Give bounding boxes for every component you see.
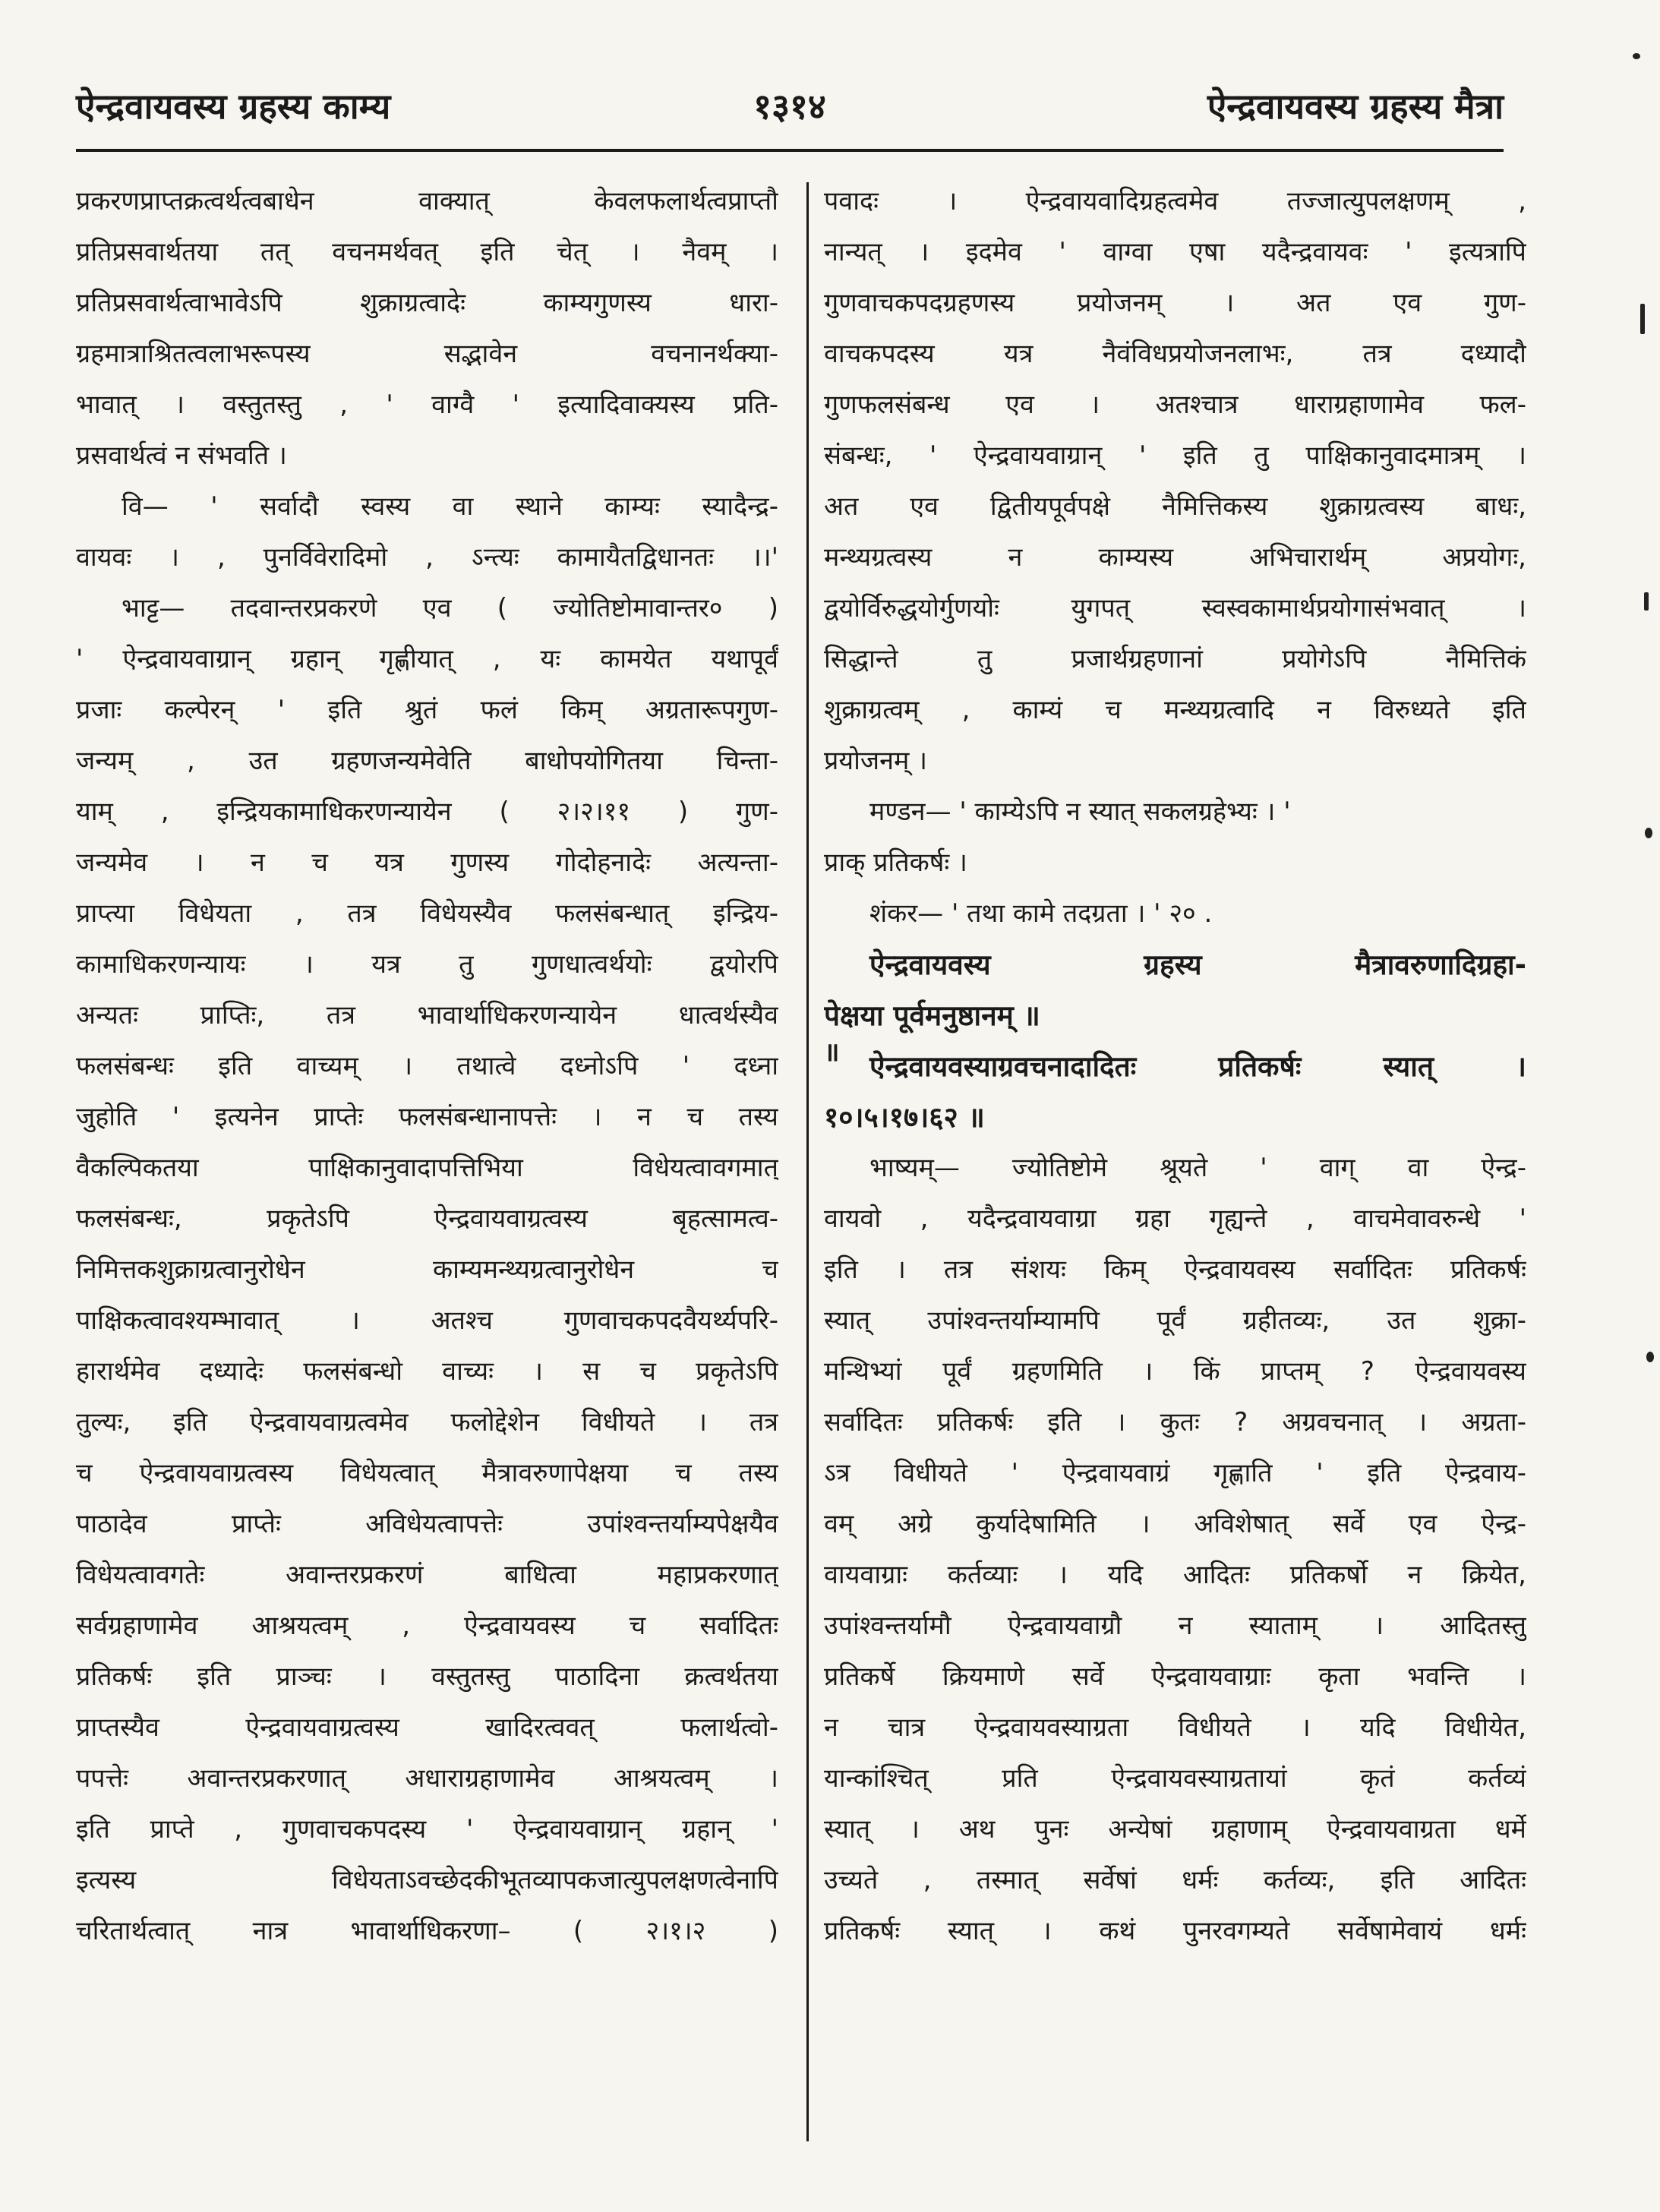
text-line: निमित्तकशुक्राग्रत्वानुरोधेन काम्यमन्थ्यग्रत्वानुरोधेन च xyxy=(76,1254,778,1285)
text-line: भाष्यम्— ज्योतिष्टोमे श्रूयते ' वाग् वा ऐन्द्र- xyxy=(869,1153,1526,1183)
scan-speck xyxy=(1646,1352,1654,1362)
text-line: प्रतिकर्षः इति प्राञ्चः । वस्तुतस्तु पाठादिना क्रत्वर्थतया xyxy=(76,1661,778,1692)
text-line: पाठादेव प्राप्तेः अविधेयत्वापत्तेः उपांश्वन्तर्याम्यपेक्षयैव xyxy=(76,1509,778,1539)
text-line: इति । तत्र संशयः किम् ऐन्द्रवायवस्य सर्वादितः प्रतिकर्षः xyxy=(824,1254,1526,1285)
sutra-number: १०।५।१७।६२ ॥ xyxy=(824,1101,985,1134)
text-line: मन्थिभ्यां पूर्वं ग्रहणमिति । किं प्राप्तम् ? ऐन्द्रवायवस्य xyxy=(824,1356,1526,1387)
text-line: प्रतिप्रसवार्थतया तत् वचनमर्थवत् इति चेत् । नैवम् । xyxy=(76,237,778,267)
right-column xyxy=(824,176,1526,2150)
text-line: भावात् । वस्तुतस्तु , ' वाग्वै ' इत्यादिवाक्यस्य प्रति- xyxy=(76,390,778,420)
text-line: स्यात् । अथ पुनः अन्येषां ग्रहाणाम् ऐन्द्रवायवाग्रता धर्मे xyxy=(824,1814,1526,1844)
text-line: ऽत्र विधीयते ' ऐन्द्रवायवाग्रं गृह्णाति ' इति ऐन्द्रवाय- xyxy=(824,1458,1526,1488)
text-line: वायवाग्राः कर्तव्याः । यदि आदितः प्रतिकर्षो न क्रियेत, xyxy=(824,1560,1526,1590)
page-number: १३१४ xyxy=(753,86,826,127)
text-line: प्रकरणप्राप्तक्रत्वर्थत्वबाधेन वाक्यात् केवलफलार्थत्वप्राप्तौ xyxy=(76,186,778,216)
text-line: वैकल्पिकतया पाक्षिकानुवादापत्तिभिया विधेयत्वावगमात् xyxy=(76,1153,778,1183)
text-line: वायवो , यदैन्द्रवायवाग्रा ग्रहा गृह्यन्ते , वाचमेवावरुन्धे ' xyxy=(824,1204,1526,1234)
text-line: जन्यम् , उत ग्रहणजन्यमेवेति बाधोपयोगितया चिन्ता- xyxy=(76,746,778,776)
text-line: तुल्यः, इति ऐन्द्रवायवाग्रत्वमेव फलोद्देशेन विधीयते । तत्र xyxy=(76,1407,778,1437)
text-line: शुक्राग्रत्वम् , काम्यं च मन्थ्यग्रत्वादि न विरुध्यते इति xyxy=(824,695,1526,725)
text-line: प्रजाः कल्पेरन् ' इति श्रुतं फलं किम् अग्रतारूपगुण- xyxy=(76,695,778,725)
text-line: जन्यमेव । न च यत्र गुणस्य गोदोहनादेः अत्यन्ता- xyxy=(76,847,778,878)
text-line: गुणफलसंबन्ध एव । अतश्चात्र धाराग्रहाणामेव फल- xyxy=(824,390,1526,420)
text-line: चरितार्थत्वात् नात्र भावार्थाधिकरणा– ( २।१।२ ) xyxy=(76,1916,778,1946)
text-line: नान्यत् । इदमेव ' वाग्वा एषा यदैन्द्रवायवः ' इत्यत्रापि xyxy=(824,237,1526,267)
header-right-title: ऐन्द्रवायवस्य ग्रहस्य मैत्रा xyxy=(1207,86,1504,127)
column-divider xyxy=(806,182,809,2141)
text-line: न चात्र ऐन्द्रवायवस्याग्रता विधीयते । यदि विधीयेत, xyxy=(824,1712,1526,1743)
section-heading: पेक्षया पूर्वमनुष्ठानम् ॥ xyxy=(824,999,1040,1032)
text-line: पाक्षिकत्वावश्यम्भावात् । अतश्च गुणवाचकपदवैयर्थ्यपरि- xyxy=(76,1305,778,1336)
text-line: फलसंबन्धः, प्रकृतेऽपि ऐन्द्रवायवाग्रत्वस्य बृहत्सामत्व- xyxy=(76,1204,778,1234)
text-line: मण्डन— ' काम्येऽपि न स्यात् सकलग्रहेभ्यः । ' xyxy=(869,797,1291,827)
text-line: विधेयत्वावगतेः अवान्तरप्रकरणं बाधित्वा महाप्रकरणात् xyxy=(76,1560,778,1590)
text-line: अत एव द्वितीयपूर्वपक्षे नैमित्तिकस्य शुक्राग्रत्वस्य बाधः, xyxy=(824,491,1526,522)
text-line: गुणवाचकपदग्रहणस्य प्रयोजनम् । अत एव गुण- xyxy=(824,288,1526,318)
text-line: वम् अग्रे कुर्यादेषामिति । अविशेषात् सर्वे एव ऐन्द्र- xyxy=(824,1509,1526,1539)
header-left-title: ऐन्द्रवायवस्य ग्रहस्य काम्य xyxy=(76,86,391,127)
text-line: पवादः । ऐन्द्रवायवादिग्रहत्वमेव तज्जात्युपलक्षणम् , xyxy=(824,186,1526,216)
text-line: शंकर— ' तथा कामे तदग्रता । ' २० . xyxy=(869,898,1213,929)
section-heading: ऐन्द्रवायवस्य ग्रहस्य मैत्रावरुणादिग्रहा- xyxy=(869,948,1526,981)
text-line: प्राप्तस्यैव ऐन्द्रवायवाग्रत्वस्य खादिरत्ववत् फलार्थत्वो- xyxy=(76,1712,778,1743)
text-line: प्रसवार्थत्वं न संभवति । xyxy=(76,440,287,471)
text-line: प्रयोजनम् । xyxy=(824,746,927,776)
text-line: फलसंबन्धः इति वाच्यम् । तथात्वे दध्नोऽपि ' दध्ना xyxy=(76,1051,778,1081)
left-column xyxy=(76,176,778,2150)
text-line: हारार्थमेव दध्यादेः फलसंबन्धो वाच्यः । स च प्रकृतेऽपि xyxy=(76,1356,778,1387)
sutra-line: ऐन्द्रवायवस्याग्रवचनादादितः प्रतिकर्षः स्यात् । xyxy=(869,1050,1526,1083)
scan-speck xyxy=(1645,828,1652,838)
header-rule xyxy=(76,149,1504,152)
section-marker-icon: ॥ xyxy=(824,1037,840,1068)
text-line: पपत्तेः अवान्तरप्रकरणात् अधाराग्रहाणामेव आश्रयत्वम् । xyxy=(76,1763,778,1794)
text-line: सिद्धान्ते तु प्रजार्थग्रहणानां प्रयोगेऽपि नैमित्तिकं xyxy=(824,644,1526,674)
text-line: अन्यतः प्राप्तिः, तत्र भावार्थाधिकरणन्यायेन धात्वर्थस्यैव xyxy=(76,1000,778,1030)
text-line: कामाधिकरणन्यायः । यत्र तु गुणधात्वर्थयोः द्वयोरपि xyxy=(76,949,778,980)
text-line: इत्यस्य विधेयताऽवच्छेदकीभूतव्यापकजात्युपलक्षणत्वेनापि xyxy=(76,1865,778,1895)
text-line: उच्यते , तस्मात् सर्वेषां धर्मः कर्तव्यः, इति आदितः xyxy=(824,1865,1526,1895)
text-line: ' ऐन्द्रवायवाग्रान् ग्रहान् गृह्णीयात् , यः कामयेत यथापूर्वं xyxy=(76,644,778,674)
text-line: सर्वग्रहाणामेव आश्रयत्वम् , ऐन्द्रवायवस्य च सर्वादितः xyxy=(76,1611,778,1641)
text-line: प्रतिकर्षे क्रियमाणे सर्वे ऐन्द्रवायवाग्राः कृता भवन्ति । xyxy=(824,1661,1526,1692)
text-line: जुहोति ' इत्यनेन प्राप्तेः फलसंबन्धानापत्तेः । न च तस्य xyxy=(76,1102,778,1132)
text-line: स्यात् उपांश्वन्तर्याम्यामपि पूर्वं ग्रहीतव्यः, उत शुक्रा- xyxy=(824,1305,1526,1336)
running-header xyxy=(76,76,1504,137)
text-line: मन्थ्यग्रत्वस्य न काम्यस्य अभिचारार्थम् अप्रयोगः, xyxy=(824,542,1526,573)
text-line: भाट्ट— तदवान्तरप्रकरणे एव ( ज्योतिष्टोमावान्तर० ) xyxy=(122,593,778,623)
text-line: ग्रहमात्राश्रितत्वलाभरूपस्य सद्भावेन वचनानर्थक्या- xyxy=(76,339,778,369)
scan-speck xyxy=(1644,592,1649,611)
text-line: उपांश्वन्तर्यामौ ऐन्द्रवायवाग्रौ न स्याताम् । आदितस्तु xyxy=(824,1611,1526,1641)
text-line: प्राक् प्रतिकर्षः । xyxy=(824,847,967,878)
text-line: संबन्धः, ' ऐन्द्रवायवाग्रान् ' इति तु पाक्षिकानुवादमात्रम् । xyxy=(824,440,1526,471)
text-line: वि— ' सर्वादौ स्वस्य वा स्थाने काम्यः स्यादैन्द्र- xyxy=(122,491,778,522)
text-line: इति प्राप्ते , गुणवाचकपदस्य ' ऐन्द्रवायवाग्रान् ग्रहान् ' xyxy=(76,1814,778,1844)
text-line: च ऐन्द्रवायवाग्रत्वस्य विधेयत्वात् मैत्रावरुणापेक्षया च तस्य xyxy=(76,1458,778,1488)
text-line: प्राप्त्या विधेयता , तत्र विधेयस्यैव फलसंबन्धात् इन्द्रिय- xyxy=(76,898,778,929)
text-line: सर्वादितः प्रतिकर्षः इति । कुतः ? अग्रवचनात् । अग्रता- xyxy=(824,1407,1526,1437)
scan-speck xyxy=(1640,304,1645,334)
scan-speck xyxy=(1633,53,1640,59)
text-line: वायवः । , पुनर्विवेरादिमो , ऽन्त्यः कामायैतद्विधानतः ।।' xyxy=(76,542,778,573)
text-line: यान्कांश्चित् प्रति ऐन्द्रवायवस्याग्रतायां कृतं कर्तव्यं xyxy=(824,1763,1526,1794)
text-line: द्वयोर्विरुद्धयोर्गुणयोः युगपत् स्वस्वकामार्थप्रयोगासंभवात् । xyxy=(824,593,1526,623)
text-line: प्रतिकर्षः स्यात् । कथं पुनरवगम्यते सर्वेषामेवायं धर्मः xyxy=(824,1916,1526,1946)
text-line: याम् , इन्द्रियकामाधिकरणन्यायेन ( २।२।११ ) गुण- xyxy=(76,797,778,827)
text-line: वाचकपदस्य यत्र नैवंविधप्रयोजनलाभः, तत्र दध्यादौ xyxy=(824,339,1526,369)
text-line: प्रतिप्रसवार्थत्वाभावेऽपि शुक्राग्रत्वादेः काम्यगुणस्य धारा- xyxy=(76,288,778,318)
